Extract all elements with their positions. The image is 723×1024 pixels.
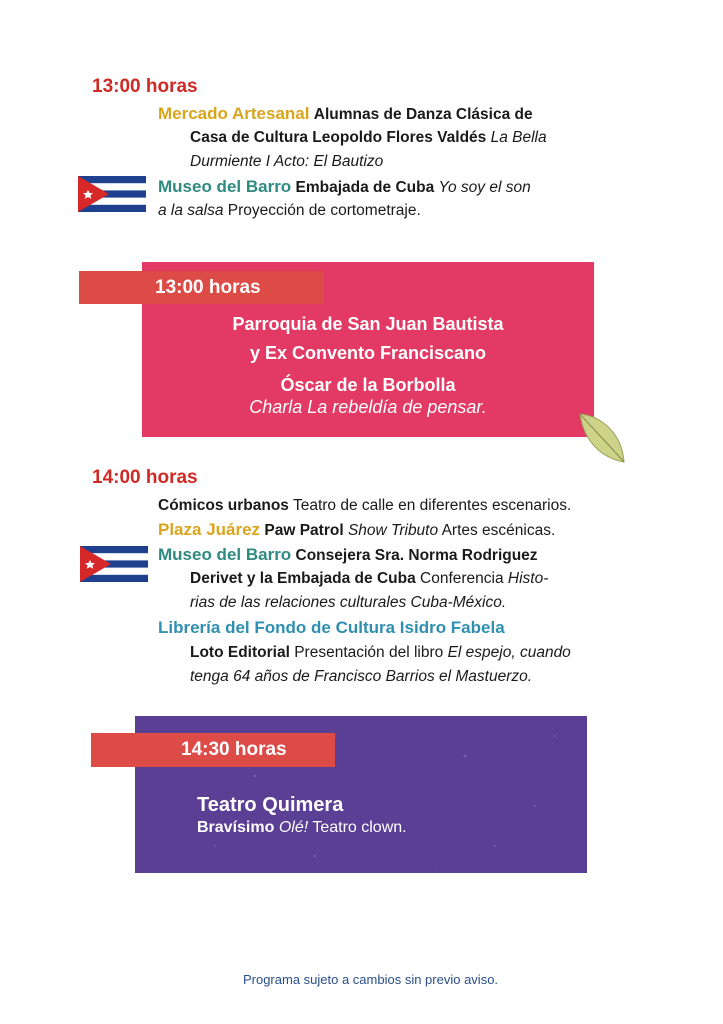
event-performer: Paw Patrol bbox=[264, 522, 344, 539]
venue-label: Librería del Fondo de Cultura Isidro Fabela bbox=[158, 618, 505, 637]
event-description: Teatro de calle en diferentes escenarios. bbox=[292, 497, 572, 514]
event-title: La Bella bbox=[490, 129, 547, 146]
event-description: Artes escénicas. bbox=[441, 522, 556, 539]
venue-title: y Ex Convento Franciscano bbox=[249, 343, 487, 363]
venue-label: Mercado Artesanal bbox=[158, 104, 310, 123]
cuba-flag-icon bbox=[78, 176, 146, 212]
event-performer: Derivet y la Embajada de Cuba bbox=[190, 570, 416, 587]
event-title: Show Tributo bbox=[347, 522, 439, 539]
event-comicos-urbanos bbox=[158, 494, 571, 518]
event-museo-del-barro-2 bbox=[158, 543, 538, 568]
event-plaza-juarez bbox=[158, 518, 555, 543]
venue-title: Parroquia de San Juan Bautista bbox=[232, 314, 504, 334]
event-line bbox=[190, 126, 547, 150]
event-line bbox=[190, 641, 571, 665]
event-description: Presentación del libro bbox=[294, 644, 444, 661]
event-performer: Casa de Cultura Leopoldo Flores Valdés bbox=[190, 129, 487, 146]
event-title: Durmiente I Acto: El Bautizo bbox=[190, 153, 384, 170]
venue-label: Museo del Barro bbox=[158, 177, 292, 196]
event-performer: Bravísimo bbox=[197, 819, 275, 836]
event-line bbox=[158, 199, 421, 223]
leaf-icon bbox=[572, 408, 630, 468]
event-title: rias de las relaciones culturales Cuba-México. bbox=[190, 594, 507, 611]
event-performer: Consejera Sra. Norma Rodriguez bbox=[295, 547, 538, 564]
event-title: a la salsa bbox=[158, 202, 224, 219]
time-tab-1300: 13:00 horas bbox=[79, 271, 324, 304]
cuba-flag-icon bbox=[80, 546, 148, 582]
event-performer: Embajada de Cuba bbox=[295, 179, 435, 196]
venue-title: Teatro Quimera bbox=[197, 794, 344, 816]
event-title: Olé! bbox=[278, 819, 309, 836]
time-heading-1300: 13:00 horas bbox=[92, 76, 198, 97]
venue-label: Plaza Juárez bbox=[158, 520, 261, 539]
event-description: Conferencia bbox=[420, 570, 504, 587]
event-performer: Loto Editorial bbox=[190, 644, 290, 661]
event-title: El espejo, cuando bbox=[447, 644, 571, 661]
time-heading-1400: 14:00 horas bbox=[92, 467, 198, 488]
time-tab-1430: 14:30 horas bbox=[91, 733, 335, 767]
event-description: Teatro clown. bbox=[312, 819, 407, 836]
event-line bbox=[197, 819, 407, 837]
event-line bbox=[190, 567, 548, 591]
event-title: Histo- bbox=[507, 570, 549, 587]
talk-title: Charla La rebeldía de pensar. bbox=[249, 397, 487, 417]
event-title: Yo soy el son bbox=[438, 179, 531, 196]
event-performer: Cómicos urbanos bbox=[158, 497, 289, 514]
speaker-name: Óscar de la Borbolla bbox=[280, 375, 456, 395]
event-description: Proyección de cortometraje. bbox=[227, 202, 421, 219]
event-libreria bbox=[158, 616, 505, 641]
venue-label: Museo del Barro bbox=[158, 545, 292, 564]
event-museo-del-barro bbox=[158, 175, 531, 200]
footer-note: Programa sujeto a cambios sin previo aviso. bbox=[242, 972, 499, 987]
event-performer: Alumnas de Danza Clásica de bbox=[313, 106, 533, 123]
event-mercado-artesanal bbox=[158, 102, 533, 127]
event-title: tenga 64 años de Francisco Barrios el Mastuerzo. bbox=[190, 668, 533, 685]
